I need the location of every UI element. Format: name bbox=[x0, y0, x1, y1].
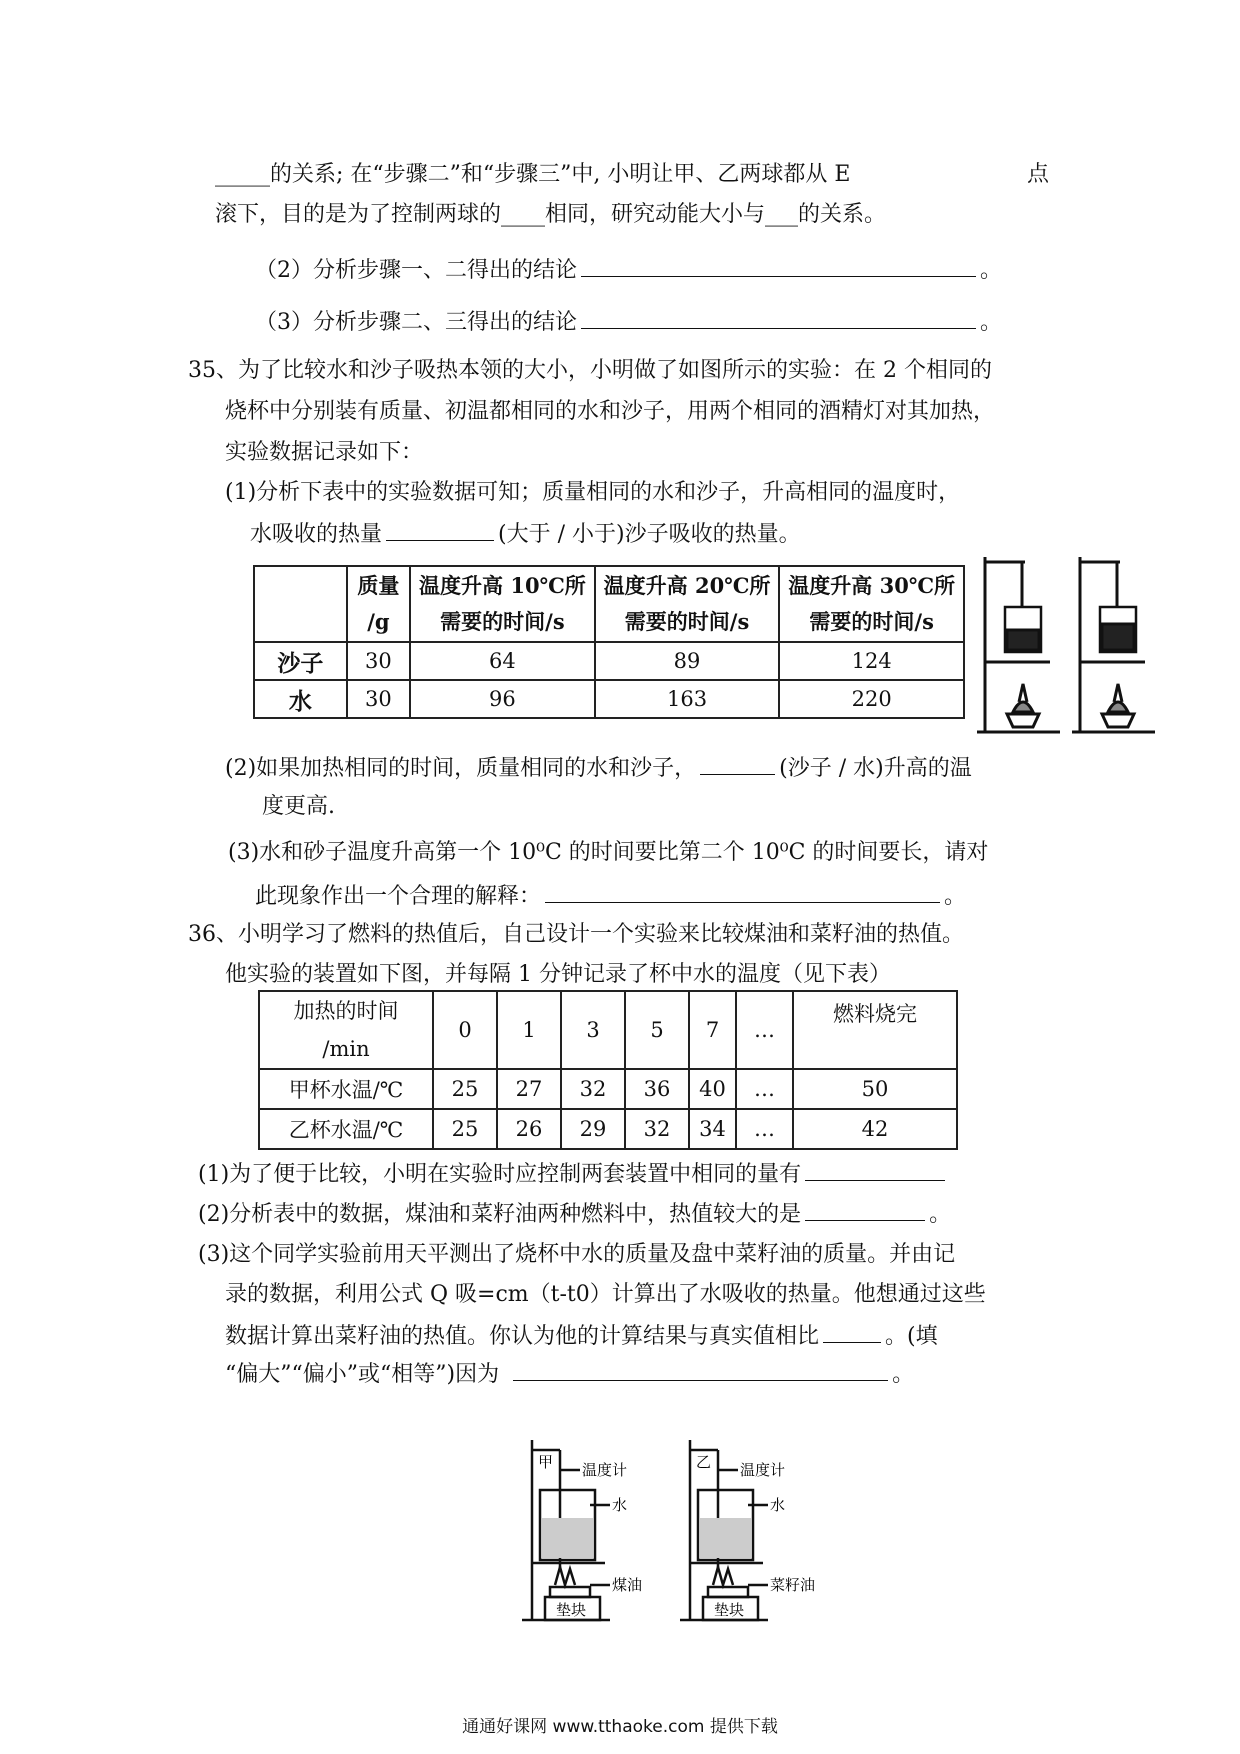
answer-blank[interactable] bbox=[805, 1198, 925, 1221]
q35-line2: 烧杯中分别装有质量、初温都相同的水和沙子，用两个相同的酒精灯对其加热， bbox=[225, 399, 996, 424]
table-cell: 124 bbox=[779, 642, 964, 680]
table-header-cell: … bbox=[736, 991, 793, 1069]
table-cell: … bbox=[736, 1069, 793, 1109]
table-cell: 36 bbox=[625, 1069, 689, 1109]
q35-part2-choice: (沙子 / 水)升高的温 bbox=[779, 756, 972, 781]
q35-line3: 实验数据记录如下： bbox=[225, 440, 424, 465]
q36-part3-line3 bbox=[225, 1320, 938, 1352]
table-cell: 50 bbox=[793, 1069, 957, 1109]
figure-label-thermometer: 温度计 bbox=[582, 1461, 628, 1479]
table-cell: 89 bbox=[595, 642, 780, 680]
answer-blank[interactable] bbox=[823, 1320, 881, 1343]
table-cell: 32 bbox=[561, 1069, 625, 1109]
q35-part3-line2 bbox=[255, 880, 966, 912]
q34-line2: 滚下，目的是为了控制两球的____相同，研究动能大小与___的关系。 bbox=[215, 202, 887, 227]
figure-label-fuel: 菜籽油 bbox=[770, 1576, 816, 1594]
table-header-cell bbox=[254, 566, 347, 642]
q36-part1-text: (1)为了便于比较，小明在实验时应控制两套装置中相同的量有 bbox=[198, 1162, 802, 1187]
q34-line1 bbox=[215, 160, 850, 190]
table-cell: 甲杯水温/℃ bbox=[259, 1069, 433, 1109]
figure-label-block: 垫块 bbox=[556, 1601, 587, 1619]
figure-label-thermometer: 温度计 bbox=[740, 1461, 786, 1479]
q36-line1: 36、小明学习了燃料的热值后，自己设计一个实验来比较煤油和菜籽油的热值。 bbox=[188, 922, 964, 947]
answer-blank[interactable] bbox=[700, 752, 775, 775]
q34-line1-end: 点 bbox=[1027, 162, 1050, 187]
q34-sub3-text: （3）分析步骤二、三得出的结论 bbox=[255, 310, 577, 335]
table-cell: 水 bbox=[254, 680, 347, 718]
table-cell: 27 bbox=[497, 1069, 561, 1109]
figure-label-block: 垫块 bbox=[714, 1601, 745, 1619]
q36-part3-fill-note: 。(填 bbox=[885, 1324, 938, 1349]
table-row bbox=[259, 1069, 957, 1109]
page-footer: 通通好课网 www.tthaoke.com 提供下载 bbox=[462, 1717, 778, 1737]
q34-sub2 bbox=[255, 254, 1002, 286]
answer-blank[interactable] bbox=[545, 880, 940, 903]
figure-label-jia: 甲 bbox=[538, 1453, 554, 1471]
table-cell: 163 bbox=[595, 680, 780, 718]
table-cell: 96 bbox=[410, 680, 595, 718]
q35-part1-choice: (大于 / 小于)沙子吸收的热量。 bbox=[498, 522, 801, 547]
q35-part3-line1: (3)水和砂子温度升高第一个 10⁰C 的时间要比第二个 10⁰C 的时间要长，请对 bbox=[228, 840, 989, 865]
table-header-row bbox=[259, 991, 957, 1069]
table-header-cell: 7 bbox=[689, 991, 736, 1069]
table-cell: 25 bbox=[433, 1069, 497, 1109]
q35-part1-text: 水吸收的热量 bbox=[250, 522, 383, 547]
q34-sub3 bbox=[255, 306, 1002, 338]
q36-part2-text: (2)分析表中的数据，煤油和菜籽油两种燃料中，热值较大的是 bbox=[198, 1202, 802, 1227]
answer-blank[interactable] bbox=[581, 254, 976, 277]
table-header-cell: 温度升高 10℃所 需要的时间/s bbox=[410, 566, 595, 642]
q36-temperature-table bbox=[258, 990, 958, 1150]
table-header-cell: 质量 /g bbox=[347, 566, 410, 642]
answer-blank[interactable] bbox=[386, 518, 494, 541]
table-header-cell: 温度升高 30℃所 需要的时间/s bbox=[779, 566, 964, 642]
table-cell: 沙子 bbox=[254, 642, 347, 680]
q36-part3-line1: (3)这个同学实验前用天平测出了烧杯中水的质量及盘中菜籽油的质量。并由记 bbox=[198, 1242, 956, 1267]
table-cell: 32 bbox=[625, 1109, 689, 1149]
table-header-row bbox=[254, 566, 964, 642]
table-cell: 乙杯水温/℃ bbox=[259, 1109, 433, 1149]
period: 。 bbox=[980, 258, 1003, 283]
q35-part2-line2: 度更高. bbox=[262, 794, 335, 819]
table-header-cell: 0 bbox=[433, 991, 497, 1069]
figure-label-water: 水 bbox=[770, 1496, 786, 1514]
table-cell: 29 bbox=[561, 1109, 625, 1149]
table-cell: 30 bbox=[347, 680, 410, 718]
table-cell: 30 bbox=[347, 642, 410, 680]
q36-part3-line2: 录的数据，利用公式 Q 吸=cm（t-t0）计算出了水吸收的热量。他想通过这些 bbox=[225, 1282, 986, 1307]
q36-line2: 他实验的装置如下图，并每隔 1 分钟记录了杯中水的温度（见下表） bbox=[225, 962, 891, 987]
q35-part3-text: 此现象作出一个合理的解释： bbox=[255, 884, 542, 909]
q36-part3-line4 bbox=[225, 1358, 914, 1390]
table-cell: 34 bbox=[689, 1109, 736, 1149]
q34-line1-text: _____的关系; 在“步骤二”和“步骤三”中, 小明让甲、乙两球都从 E bbox=[215, 162, 851, 187]
figure-label-water: 水 bbox=[612, 1496, 628, 1514]
table-cell: 40 bbox=[689, 1069, 736, 1109]
q35-part1-line1: (1)分析下表中的实验数据可知；质量相同的水和沙子，升高相同的温度时， bbox=[225, 480, 961, 505]
table-cell: … bbox=[736, 1109, 793, 1149]
q36-part3-text: 数据计算出菜籽油的热值。你认为他的计算结果与真实值相比 bbox=[225, 1324, 820, 1349]
table-header-cell: 1 bbox=[497, 991, 561, 1069]
table-row bbox=[254, 680, 964, 718]
q35-line1: 35、为了比较水和沙子吸热本领的大小，小明做了如图所示的实验：在 2 个相同的 bbox=[188, 358, 992, 383]
period: 。 bbox=[944, 884, 967, 909]
table-cell: 25 bbox=[433, 1109, 497, 1149]
table-cell: 42 bbox=[793, 1109, 957, 1149]
table-header-cell: 温度升高 20℃所 需要的时间/s bbox=[595, 566, 780, 642]
figure-label-yi: 乙 bbox=[696, 1453, 712, 1471]
table-header-cell: 3 bbox=[561, 991, 625, 1069]
heating-apparatus-figure bbox=[975, 552, 1170, 747]
table-cell: 220 bbox=[779, 680, 964, 718]
q35-data-table bbox=[253, 565, 965, 719]
q34-sub2-text: （2）分析步骤一、二得出的结论 bbox=[255, 258, 577, 283]
table-row bbox=[254, 642, 964, 680]
period: 。 bbox=[892, 1362, 915, 1387]
table-header-cell: 燃料烧完 bbox=[793, 991, 957, 1069]
table-row bbox=[259, 1109, 957, 1149]
answer-blank[interactable] bbox=[581, 306, 976, 329]
answer-blank[interactable] bbox=[805, 1158, 945, 1181]
period: 。 bbox=[929, 1202, 952, 1227]
q36-part1 bbox=[198, 1158, 949, 1190]
fuel-comparison-figure bbox=[520, 1435, 850, 1630]
figure-label-fuel: 煤油 bbox=[612, 1576, 643, 1594]
answer-blank[interactable] bbox=[513, 1358, 888, 1381]
q35-part2-line1 bbox=[225, 752, 972, 784]
table-header-cell: 加热的时间 /min bbox=[259, 991, 433, 1069]
q36-part2 bbox=[198, 1198, 951, 1230]
table-cell: 64 bbox=[410, 642, 595, 680]
q36-part3-choices: “偏大”“偏小”或“相等”)因为 bbox=[225, 1362, 500, 1387]
q35-part2-text: (2)如果加热相同的时间，质量相同的水和沙子， bbox=[225, 756, 697, 781]
table-header-cell: 5 bbox=[625, 991, 689, 1069]
table-cell: 26 bbox=[497, 1109, 561, 1149]
q35-part1-line2 bbox=[250, 518, 801, 550]
period: 。 bbox=[980, 310, 1003, 335]
